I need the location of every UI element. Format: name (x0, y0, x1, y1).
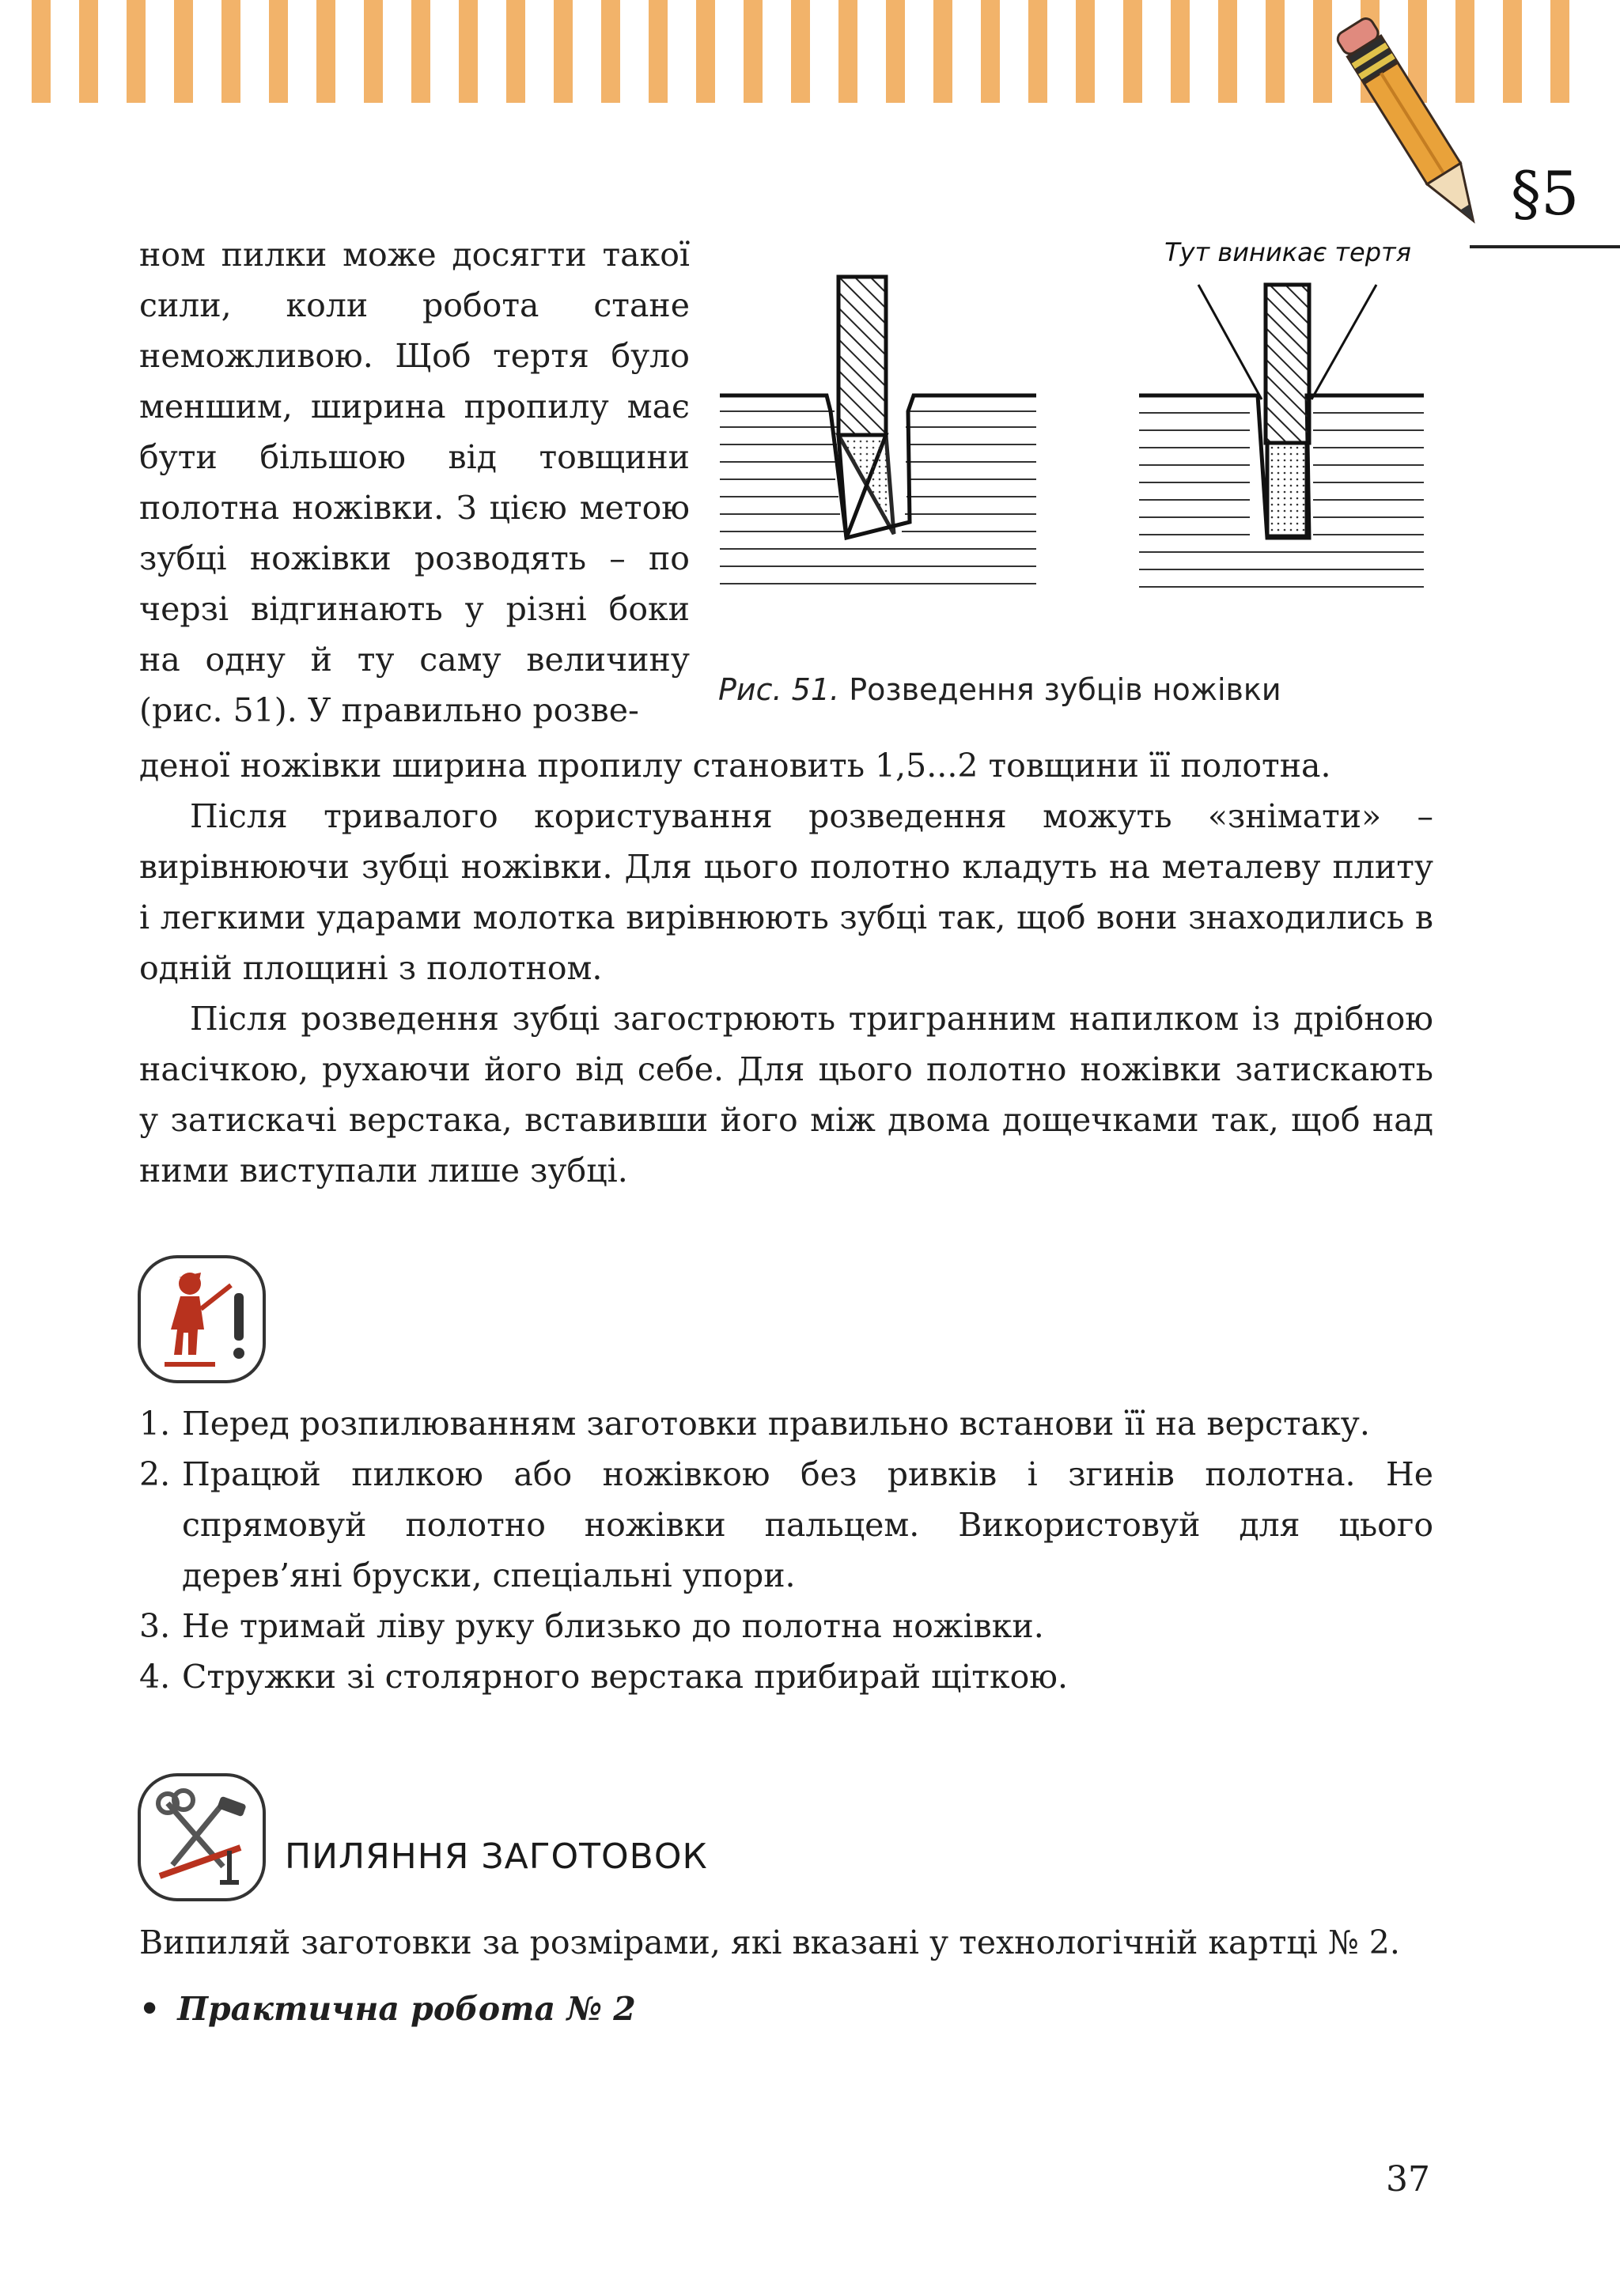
practical-work-item (139, 1984, 636, 2034)
list-item (139, 1601, 1433, 1651)
figure-caption-text: Розведення зубців ножівки (849, 672, 1281, 707)
saw-teeth-figure (712, 229, 1440, 656)
figure-caption (718, 668, 1281, 712)
pencil-icon (1329, 0, 1503, 261)
list-item-number: 1. (139, 1405, 171, 1443)
practical-work-label: Практична робота № 2 (177, 1990, 636, 2028)
friction-annotation: Тут виникає тертя (1164, 237, 1411, 267)
list-item-number: 4. (139, 1658, 171, 1696)
page-number: 37 (1386, 2159, 1430, 2200)
safety-rules-list (139, 1398, 1433, 1702)
section-underline (1470, 245, 1620, 248)
list-item-number: 2. (139, 1455, 171, 1493)
safety-warning-icon (136, 1254, 267, 1385)
task-instruction: Випиляй заготовки за розмірами, які вказані у технологічній картці № 2. (139, 1923, 1400, 1961)
list-item-text: Працюй пилкою або ножівкою без ривків і згинів полотна. Не спрямовуй полотно ножівки пальцем. Використовуй для цього дерев’яні бруски, спеціальні упори. (182, 1455, 1433, 1594)
list-item-text: Не тримай ліву руку близько до полотна ножівки. (182, 1607, 1044, 1645)
section-number: §5 (1511, 158, 1580, 229)
paragraph-sharpening: Після розведення зубці загострюють тригранним напилком із дрібною насічкою, рухаючи його від себе. Для цього полотно ножівки затискають у затискачі верстака, вставивши його між двома дощечками так, щоб над ними виступали лише зубці. (139, 1000, 1433, 1190)
list-item (139, 1398, 1433, 1449)
task-heading: ПИЛЯННЯ ЗАГОТОВОК (285, 1836, 708, 1877)
paragraph-intro-continued: деної ножівки ширина пропилу становить 1,5...2 товщини її полотна. (139, 747, 1331, 785)
list-item-text: Перед розпилюванням заготовки правильно встанови її на верстаку. (182, 1405, 1370, 1443)
paragraph-intro: ном пилки може досягти такої сили, коли робота стане неможливою. Щоб тертя було меншим, ширина пропилу має бути більшою від товщини полотна ножівки. З цією метою зубці ножівки розводять – по черзі відгинають у різні боки на одну й ту саму величину (рис. 51). У правильно розве- (139, 236, 690, 729)
list-item (139, 1651, 1433, 1702)
list-item (139, 1449, 1433, 1601)
paragraph-straightening: Після тривалого користування розведення можуть «знімати» – вирівнюючи зубці ножівки. Для цього полотно кладуть на металеву плиту і легкими ударами молотка вирівнюють зубці так, щоб вони знаходились в одній площині з полотном. (139, 797, 1433, 987)
list-item-number: 3. (139, 1607, 171, 1645)
tools-icon (136, 1772, 267, 1903)
list-item-text: Стружки зі столярного верстака прибирай щіткою. (182, 1658, 1069, 1696)
bullet-marker: • (139, 1990, 161, 2028)
figure-caption-label: Рис. 51. (718, 672, 840, 707)
